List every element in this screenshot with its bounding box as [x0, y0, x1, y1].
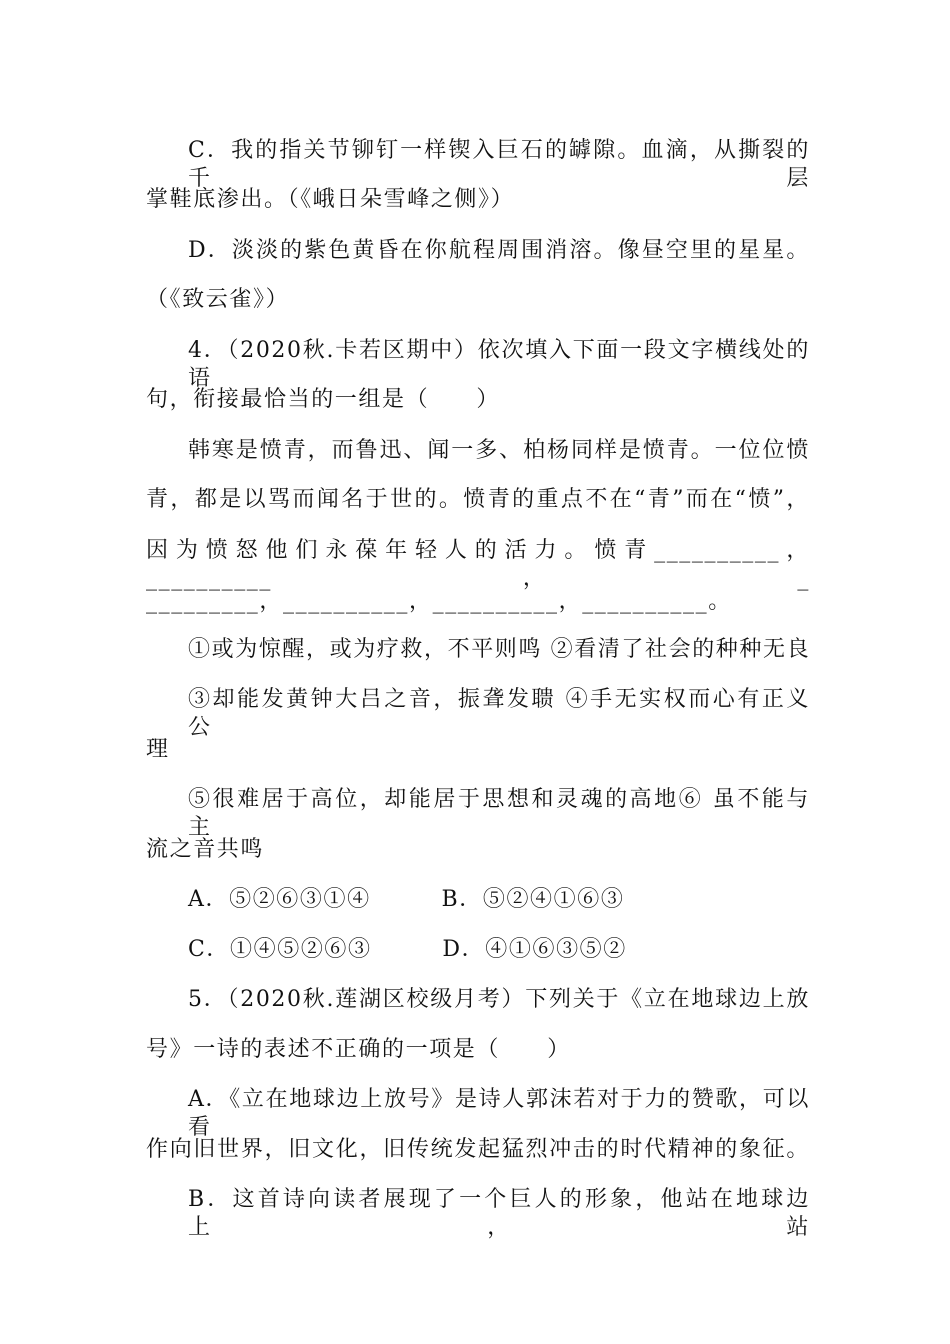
- line-16: A．⑤②⑥③①④ B．⑤②④①⑥③: [188, 887, 625, 912]
- line-19: 号》一诗的表述不正确的一项是（ ）: [146, 1037, 571, 1062]
- line-14: ⑤很难居于高位，却能居于思想和灵魂的高地⑥ 虽不能与主: [188, 787, 810, 840]
- line-22: B．这首诗向读者展现了一个巨人的形象，他站在地球边上，站: [188, 1187, 810, 1240]
- line-20: A．《立在地球边上放号》是诗人郭沫若对于力的赞歌，可以看: [188, 1087, 810, 1140]
- line-1: C．我的指关节铆钉一样锲入巨石的罅隙。血滴，从撕裂的千层: [188, 138, 810, 191]
- line-6: 句，衔接最恰当的一组是（ ）: [146, 387, 501, 412]
- line-12: ③却能发黄钟大吕之音，振聋发聩 ④手无实权而心有正义公: [188, 687, 810, 740]
- line-3: D．淡淡的紫色黄昏在你航程周围消溶。像昼空里的星星。: [188, 238, 810, 263]
- line-17: C．①④⑤②⑥③ D．④①⑥③⑤②: [188, 937, 627, 962]
- line-9: 因为愤怒他们永葆年轻人的活力。愤青__________，__________，_: [146, 538, 810, 591]
- line-21: 作向旧世界，旧文化，旧传统发起猛烈冲击的时代精神的象征。: [146, 1137, 810, 1162]
- line-13: 理: [146, 737, 170, 762]
- line-5: 4．（2020秋.卡若区期中）依次填入下面一段文字横线处的语: [188, 338, 810, 391]
- line-7: 韩寒是愤青，而鲁迅、闻一多、柏杨同样是愤青。一位位愤: [188, 438, 810, 463]
- line-15: 流之音共鸣: [146, 837, 265, 862]
- line-11: ①或为惊醒，或为疗救，不平则鸣 ②看清了社会的种种无良: [188, 637, 811, 662]
- line-4: （《致云雀》）: [146, 287, 290, 312]
- line-8: 青，都是以骂而闻名于世的。愤青的重点不在“青”而在“愤”，: [146, 487, 810, 512]
- line-2: 掌鞋底渗出。（《峨日朵雪峰之侧》）: [146, 187, 515, 212]
- line-18: 5．（2020秋.莲湖区校级月考）下列关于《立在地球边上放: [188, 987, 810, 1012]
- line-10: _________，__________，__________，__________。: [146, 589, 732, 614]
